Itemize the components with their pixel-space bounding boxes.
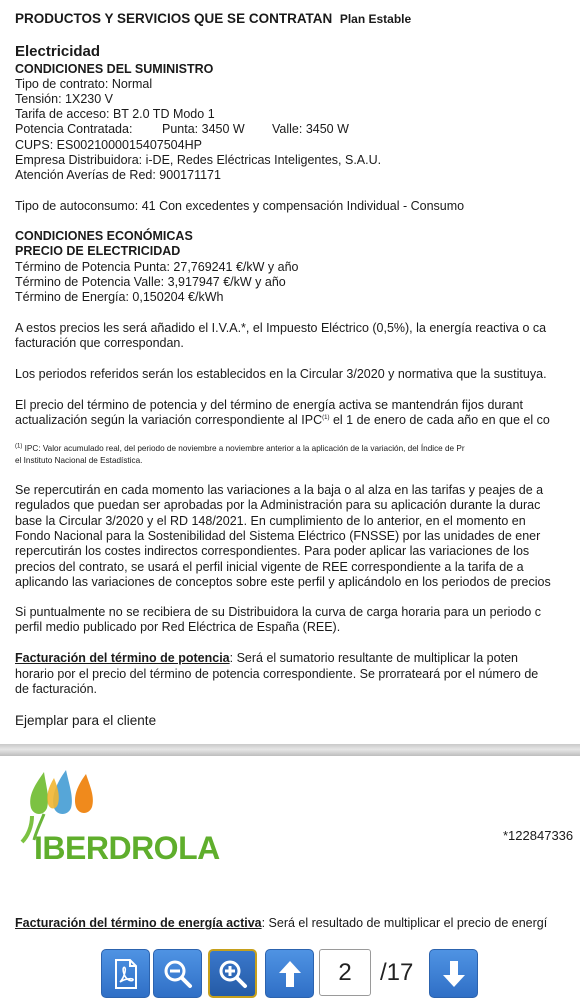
tension: Tensión: 1X230 V: [15, 92, 113, 106]
precio-fijo-line-1: El precio del término de potencia y del término de energía activa se mantendrán fijos durant: [15, 398, 523, 412]
atencion-averias: Atención Averías de Red: 900171171: [15, 168, 221, 182]
tipo-contrato: Tipo de contrato: Normal: [15, 77, 153, 91]
zoom-in-icon: [218, 959, 248, 989]
page-number-input[interactable]: 2: [319, 949, 371, 996]
facturacion-energia-text: : Será el resultado de multiplicar el precio de energí: [261, 916, 548, 930]
termino-energia: Término de Energía: 0,150204 €/kWh: [15, 290, 224, 304]
potencia-label: Potencia Contratada:: [15, 122, 133, 136]
facturacion-potencia-line-3: de facturación.: [15, 682, 97, 696]
termino-potencia-valle: Término de Potencia Valle: 3,917947 €/kW y año: [15, 275, 286, 289]
facturacion-potencia-heading: Facturación del término de potencia: [15, 651, 230, 665]
ipc-text-tail: el 1 de enero de cada año en que el co: [329, 413, 550, 427]
variaciones-line: repercutirán los costes indirectos correspondientes. Para poder aplicar las variaciones de los: [15, 544, 530, 559]
facturacion-potencia-line-1: [15, 651, 518, 667]
facturacion-potencia-line-2: horario por el precio del término de potencia correspondiente. Se prorrateará por el número de: [15, 667, 539, 681]
variaciones-line: base la Circular 3/2020 y el RD 148/2021. En cumplimiento de lo anterior, en el momento en: [15, 513, 526, 528]
footnote-line-1: [15, 443, 465, 455]
facturacion-potencia-text: : Será el sumatorio resultante de multiplicar la poten: [229, 651, 518, 665]
iva-paragraph-line-2: facturación que correspondan.: [15, 336, 184, 350]
page-title: [15, 11, 411, 28]
zoom-out-button[interactable]: [153, 949, 202, 998]
potencia-valle: Valle: 3450 W: [272, 122, 349, 136]
previous-page-button[interactable]: [265, 949, 314, 998]
periodos-paragraph: Los periodos referidos serán los establecidos en la Circular 3/2020 y normativa que la sustituya.: [15, 367, 547, 381]
cups: CUPS: ES0021000015407504HP: [15, 138, 202, 152]
potencia-contratada: [15, 122, 349, 138]
curva-carga-line-1: Si puntualmente no se recibiera de su Distribuidora la curva de carga horaria para un periodo c: [15, 605, 541, 619]
footnote-ref: (1): [322, 414, 330, 421]
footnote-line-2: el Instituto Nacional de Estadística.: [15, 456, 143, 465]
arrow-up-icon: [277, 959, 303, 989]
page-separator: [0, 744, 580, 756]
pdf-icon: [112, 958, 140, 990]
products-title: PRODUCTOS Y SERVICIOS QUE SE CONTRATAN: [15, 11, 333, 26]
precio-fijo-line-2: [15, 413, 550, 429]
footnote-mark: (1): [15, 443, 23, 450]
arrow-down-icon: [441, 959, 467, 989]
variaciones-line: precios del contrato, se usará el perfil inicial vigente de REE correspondiente a la tarifa de a: [15, 559, 524, 574]
variaciones-line: aplicando las variaciones de conceptos sobre este perfil y aplicándolo en los periodos de precios: [15, 574, 551, 589]
facturacion-energia-heading: Facturación del término de energía activa: [15, 916, 262, 930]
termino-potencia-punta: Término de Potencia Punta: 27,769241 €/kW y año: [15, 260, 299, 274]
pdf-toolbar: [0, 944, 580, 1000]
potencia-punta: Punta: 3450 W: [162, 122, 245, 136]
variaciones-line: regulados que puedan ser aprobadas por la Administración para su aplicación durante la durac: [15, 498, 541, 513]
zoom-in-button[interactable]: [208, 949, 257, 998]
iberdrola-logo: [14, 764, 220, 874]
footnote-text: IPC: Valor acumulado real, del periodo de noviembre a noviembre anterior a la aplicación de la variación, del Índice de Pr: [22, 444, 465, 453]
tarifa-acceso: Tarifa de acceso: BT 2.0 TD Modo 1: [15, 107, 215, 121]
tipo-autoconsumo: Tipo de autoconsumo: 41 Con excedentes y compensación Individual - Consumo: [15, 199, 465, 213]
section-electricidad: Electricidad: [15, 43, 101, 60]
variaciones-line: Se repercutirán en cada momento las variaciones a la baja o al alza en las tarifas y peajes de a: [15, 483, 544, 497]
economicas-heading: CONDICIONES ECONÓMICAS: [15, 229, 193, 243]
zoom-out-icon: [163, 959, 193, 989]
suministro-heading: CONDICIONES DEL SUMINISTRO: [15, 62, 214, 76]
logo-wordmark: IBERDROLA: [34, 830, 220, 866]
total-pages: /17: [380, 959, 414, 986]
document-code: *122847336: [503, 828, 574, 843]
pdf-button[interactable]: [101, 949, 150, 998]
next-page-button[interactable]: [429, 949, 478, 998]
curva-carga-line-2: perfil medio publicado por Red Eléctrica de España (REE).: [15, 620, 341, 634]
empresa-distribuidora: Empresa Distribuidora: i-DE, Redes Eléctricas Inteligentes, S.A.U.: [15, 153, 382, 167]
ejemplar-cliente: Ejemplar para el cliente: [15, 713, 157, 728]
facturacion-energia-line: [15, 916, 547, 932]
iva-paragraph-line-1: A estos precios les será añadido el I.V.A.*, el Impuesto Eléctrico (0,5%), la energía reactiva o ca: [15, 321, 547, 335]
precio-heading: PRECIO DE ELECTRICIDAD: [15, 244, 181, 258]
variaciones-line: Fondo Nacional para la Sostenibilidad del Sistema Eléctrico (FNSSE) por las unidades de ener: [15, 528, 541, 543]
ipc-text: actualización según la variación correspondiente al IPC: [15, 413, 323, 427]
plan-name: Plan Estable: [339, 12, 412, 26]
